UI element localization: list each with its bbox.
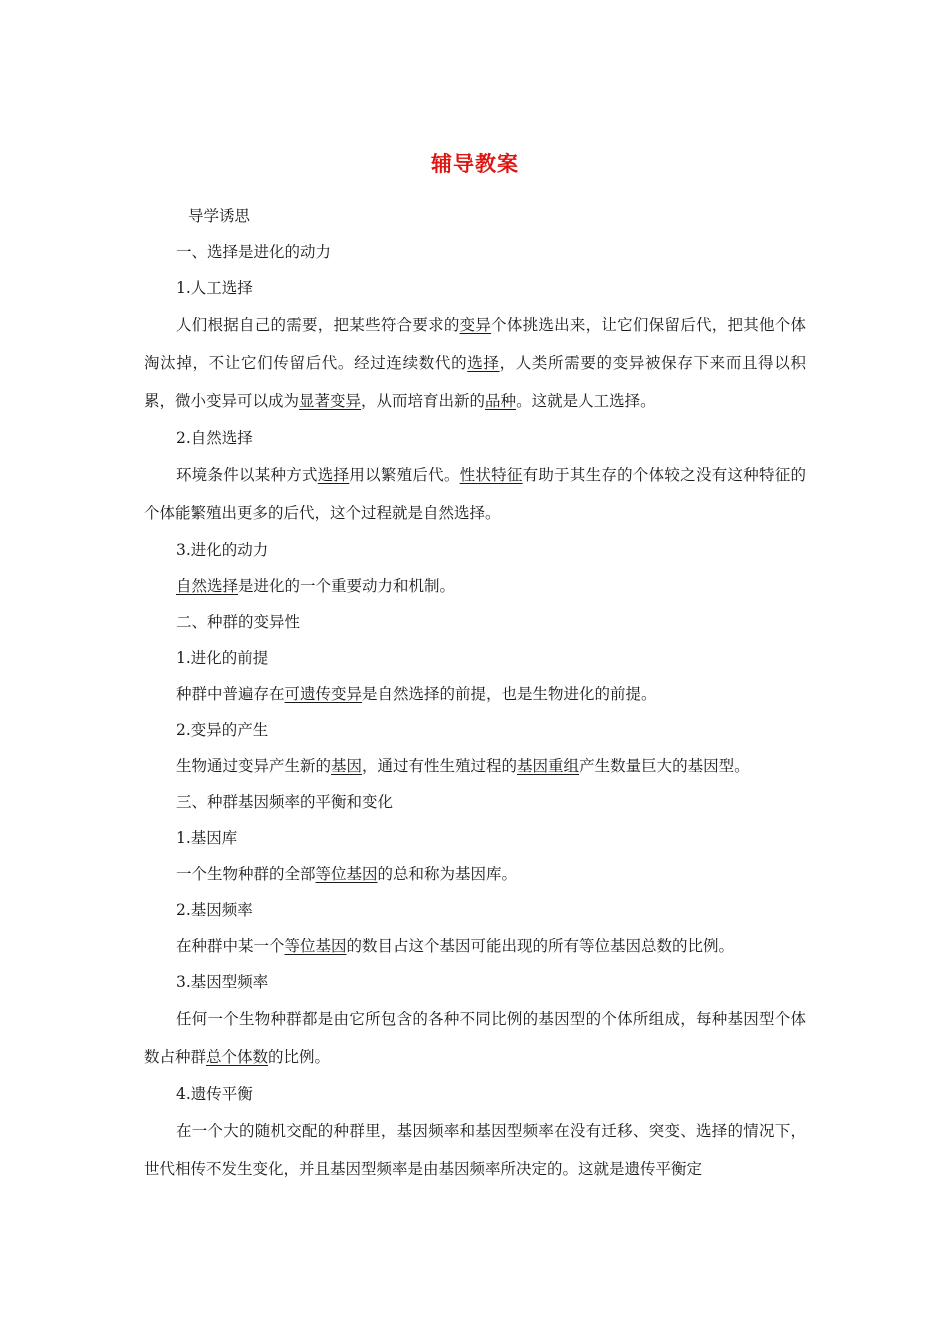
document-body <box>144 198 806 1188</box>
heading-section-2: 二、种群的变异性 <box>176 613 301 631</box>
heading-section-3: 三、种群基因频率的平衡和变化 <box>176 793 394 811</box>
underlined-term: 基因 <box>331 757 363 775</box>
heading-1-2: 2.自然选择 <box>176 429 253 447</box>
underlined-term: 基因重组 <box>517 757 580 775</box>
heading-section-1: 一、选择是进化的动力 <box>176 243 332 261</box>
heading-1-1: 1.人工选择 <box>176 279 253 297</box>
heading-3-1: 1.基因库 <box>176 829 238 847</box>
underlined-term: 自然选择 <box>176 577 239 595</box>
paragraph-variation-origin: 生物通过变异产生新的基因，通过有性生殖过程的基因重组产生数量巨大的基因型。 <box>176 757 750 775</box>
paragraph-natural-selection: 环境条件以某种方式选择用以繁殖后代。性状特征有助于其生存的个体较之没有这种特征的个体能繁殖出更多的后代，这个过程就是自然选择。 <box>144 466 806 522</box>
underlined-term: 品种 <box>485 392 517 410</box>
underlined-term: 等位基因 <box>284 937 347 955</box>
underlined-term: 选择 <box>317 466 350 484</box>
heading-2-1: 1.进化的前提 <box>176 649 269 667</box>
underlined-term: 等位基因 <box>315 865 378 883</box>
heading-3-2: 2.基因频率 <box>176 901 253 919</box>
underlined-term: 性状特征 <box>459 466 523 484</box>
underlined-term: 可遗传变异 <box>284 685 363 703</box>
paragraph-evolution-premise: 种群中普遍存在可遗传变异是自然选择的前提，也是生物进化的前提。 <box>176 685 657 703</box>
underlined-term: 变异 <box>459 316 492 334</box>
paragraph-artificial-selection: 人们根据自己的需要，把某些符合要求的变异个体挑选出来，让它们保留后代，把其他个体淘汰掉，不让它们传留后代。经过连续数代的选择，人类所需要的变异被保存下来而且得以积累，微小变异可以成为显著变异，从而培育出新的品种。这就是人工选择。 <box>144 316 806 410</box>
underlined-term: 显著变异 <box>299 392 362 410</box>
paragraph-gene-frequency: 在种群中某一个等位基因的数目占这个基因可能出现的所有等位基因总数的比例。 <box>176 937 735 955</box>
paragraph-genotype-frequency: 任何一个生物种群都是由它所包含的各种不同比例的基因型的个体所组成，每种基因型个体数占种群总个体数的比例。 <box>144 1010 806 1066</box>
document-title: 辅导教案 <box>431 152 519 176</box>
section-intro-label: 导学诱思 <box>188 207 251 225</box>
heading-3-4: 4.遗传平衡 <box>176 1085 253 1103</box>
paragraph-evolution-driver: 自然选择是进化的一个重要动力和机制。 <box>176 577 456 595</box>
heading-1-3: 3.进化的动力 <box>176 541 269 559</box>
heading-2-2: 2.变异的产生 <box>176 721 269 739</box>
underlined-term: 选择 <box>467 354 500 372</box>
underlined-term: 总个体数 <box>206 1048 269 1066</box>
paragraph-genetic-equilibrium: 在一个大的随机交配的种群里，基因频率和基因型频率在没有迁移、突变、选择的情况下，世代相传不发生变化，并且基因型频率是由基因频率所决定的。这就是遗传平衡定 <box>144 1122 806 1178</box>
heading-3-3: 3.基因型频率 <box>176 973 269 991</box>
paragraph-gene-pool: 一个生物种群的全部等位基因的总和称为基因库。 <box>176 865 518 883</box>
